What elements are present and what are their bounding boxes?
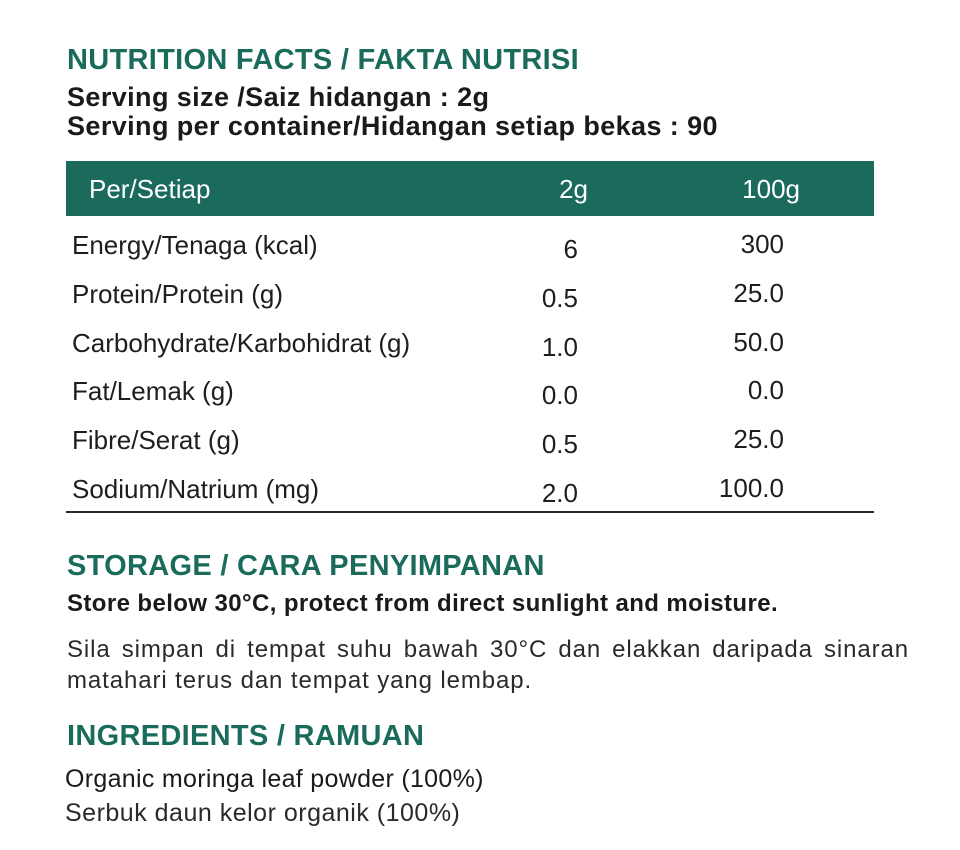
table-row [0, 328, 960, 368]
nutrient-label: Energy/Tenaga (kcal) [72, 230, 318, 260]
value-per-2g: 0.5 [541, 429, 578, 459]
table-row [0, 230, 960, 270]
ingredients-text-english: Organic moringa leaf powder (100%) [65, 765, 484, 793]
nutrition-table-header [66, 161, 874, 216]
nutrient-label: Fat/Lemak (g) [72, 376, 234, 406]
value-per-100g: 25.0 [733, 424, 784, 454]
nutrient-label: Carbohydrate/Karbohidrat (g) [72, 328, 411, 358]
nutrient-label: Protein/Protein (g) [72, 279, 283, 309]
storage-text-english: Store below 30°C, protect from direct sunlight and moisture. [67, 590, 779, 617]
ingredients-heading: INGREDIENTS / RAMUAN [67, 720, 425, 752]
table-row [0, 425, 960, 465]
ingredients-text-malay: Serbuk daun kelor organik (100%) [65, 799, 461, 827]
value-per-2g: 2.0 [541, 478, 578, 508]
column-header-per: Per/Setiap [89, 174, 211, 204]
value-per-2g: 6 [563, 234, 578, 264]
table-bottom-rule [66, 511, 874, 513]
servings-per-container: Serving per container/Hidangan setiap bekas : 90 [67, 111, 718, 141]
column-header-100g: 100g [742, 174, 800, 204]
nutrition-heading: NUTRITION FACTS / FAKTA NUTRISI [67, 44, 579, 76]
value-per-100g: 100.0 [718, 473, 784, 503]
nutrient-label: Sodium/Natrium (mg) [72, 474, 320, 504]
value-per-2g: 0.5 [541, 283, 578, 313]
value-per-100g: 300 [740, 229, 784, 259]
value-per-100g: 0.0 [747, 375, 784, 405]
value-per-100g: 50.0 [733, 327, 784, 357]
storage-text-malay: Sila simpan di tempat suhu bawah 30°C dan elakkan daripada sinaran matahari terus dan tempat yang lembap. [67, 636, 909, 694]
value-per-2g: 0.0 [541, 380, 578, 410]
table-row [0, 474, 960, 514]
serving-size: Serving size /Saiz hidangan : 2g [67, 82, 490, 112]
nutrient-label: Fibre/Serat (g) [72, 425, 240, 455]
table-row [0, 279, 960, 319]
table-row [0, 376, 960, 416]
column-header-2g: 2g [559, 174, 588, 204]
storage-heading: STORAGE / CARA PENYIMPANAN [67, 550, 545, 582]
value-per-2g: 1.0 [541, 332, 578, 362]
value-per-100g: 25.0 [733, 278, 784, 308]
